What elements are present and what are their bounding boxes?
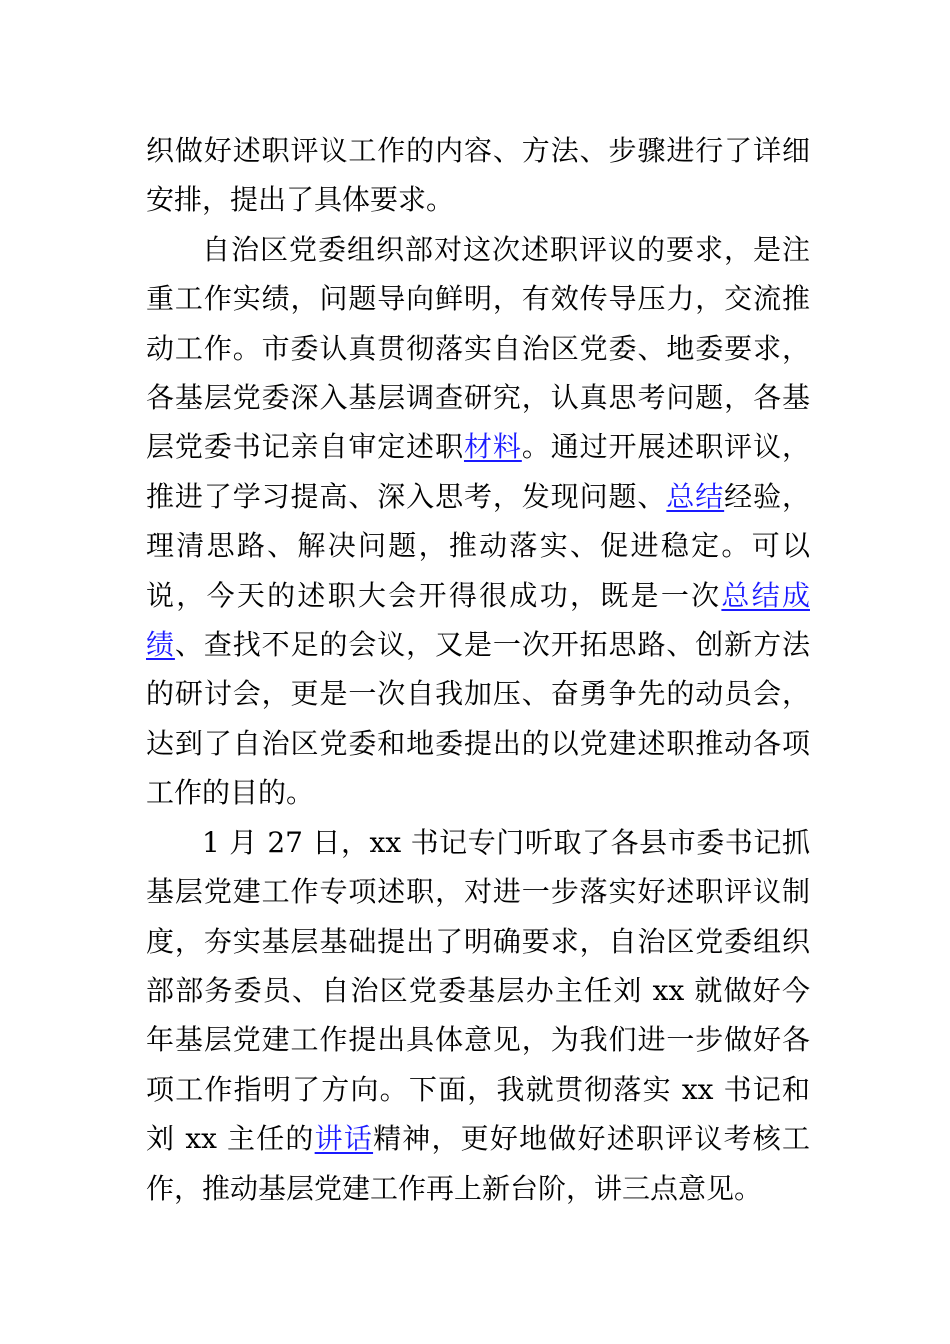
paragraph-text: 、查找不足的会议，又是一次开拓思路、创新方法的研讨会，更是一次自我加压、奋勇争先的动员会，达到了自治区党委和地委提出的以党建述职推动各项工作的目的。 xyxy=(146,628,810,810)
document-body xyxy=(146,126,810,1213)
link-jianghua[interactable]: 讲话 xyxy=(314,1122,374,1156)
paragraph-3 xyxy=(146,818,810,1213)
paragraph-text: 1 月 27 日，xx 书记专门听取了各县市委书记抓基层党建工作专项述职，对进一步落实好述职评议制度，夯实基层基础提出了明确要求，自治区党委组织部部务委员、自治区党委基层办主任刘 xx 就做好今年基层党建工作提出具体意见，为我们进一步做好各项工作指明了方向。下面，我就贯彻落实 xx 书记和刘 xx 主任的 xyxy=(146,825,810,1156)
paragraph-1 xyxy=(146,126,810,225)
paragraph-text: 自治区党委组织部对这次述职评议的要求，是注重工作实绩，问题导向鲜明，有效传导压力，交流推动工作。市委认真贯彻落实自治区党委、地委要求，各基层党委深入基层调查研究，认真思考问题，各基层党委书记亲自审定述职 xyxy=(146,232,810,464)
link-zongjie-chengji[interactable]: 总结成绩 xyxy=(146,578,810,662)
paragraph-text: 经验，理清思路、解决问题，推动落实、促进稳定。可以说，今天的述职大会开得很成功，既是一次 xyxy=(146,479,810,612)
link-zongjie[interactable]: 总结 xyxy=(666,479,725,513)
link-cailiao[interactable]: 材料 xyxy=(463,430,522,464)
paragraph-2 xyxy=(146,225,810,818)
paragraph-text: 精神，更好地做好述职评议考核工作，推动基层党建工作再上新台阶，讲三点意见。 xyxy=(146,1122,810,1205)
paragraph-text: 。通过开展述职评议，推进了学习提高、深入思考，发现问题、 xyxy=(146,430,810,513)
paragraph-text: 织做好述职评议工作的内容、方法、步骤进行了详细安排，提出了具体要求。 xyxy=(146,134,810,217)
